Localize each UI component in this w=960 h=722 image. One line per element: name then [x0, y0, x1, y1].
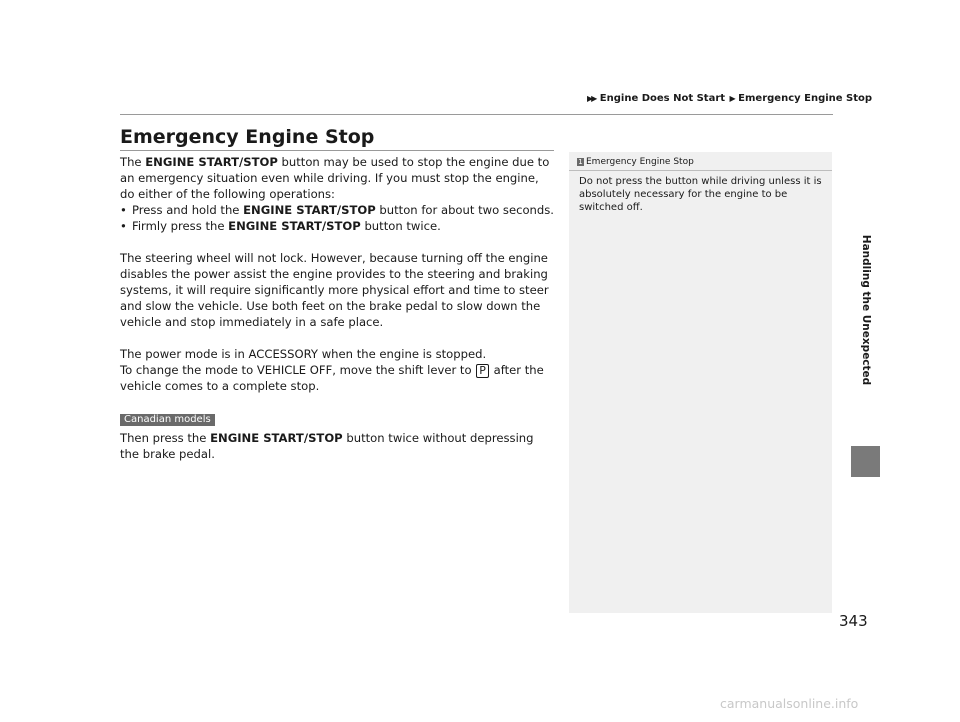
breadcrumb [586, 93, 873, 104]
arrow-icon: ▶ [729, 94, 734, 103]
reference-mark-icon: 1 [578, 158, 583, 166]
sidebar-note [569, 152, 832, 613]
page-title: Emergency Engine Stop [120, 126, 375, 148]
sidebar-divider [569, 170, 832, 171]
breadcrumb-page: Emergency Engine Stop [738, 93, 873, 104]
header-divider [120, 114, 833, 115]
bullet-icon: • [120, 203, 127, 217]
list-item: • Press and hold the ENGINE START/STOP button for about two seconds. [120, 203, 554, 217]
park-position-icon: P [476, 364, 489, 378]
breadcrumb-section[interactable]: Engine Does Not Start [599, 93, 726, 104]
watermark: carmanualsonline.info [720, 696, 859, 711]
list-item: • Firmly press the ENGINE START/STOP button twice. [120, 219, 441, 233]
main-content [120, 154, 556, 462]
then-press-text: Then press the ENGINE START/STOP button twice without depressing the brake pedal. [120, 431, 534, 461]
page-number: 343 [839, 612, 868, 630]
power-mode-text: The power mode is in ACCESSORY when the engine is stopped. [120, 347, 487, 361]
intro-paragraph: The ENGINE START/STOP button may be used to stop the engine due to an emergency situation even while driving. If you must stop the engine, do either of the following operations: [120, 155, 550, 201]
double-arrow-icon: ▶▶ [587, 94, 596, 103]
chapter-label: Handling the Unexpected [860, 234, 872, 386]
change-mode-text: To change the mode to VEHICLE OFF, move the shift lever to P after the vehicle comes to a complete stop. [120, 363, 544, 393]
steering-paragraph: The steering wheel will not lock. However, because turning off the engine disables the power assist the engine provides to the steering and braking systems, it will require significantly more physical effort and time to steer and slow the vehicle. Use both feet on the brake pedal to slow down the vehicle and stop immediately in a safe place. [120, 251, 549, 329]
chapter-tab [851, 446, 880, 477]
sidebar-text: Do not press the button while driving unless it is absolutely necessary for the engine to be switched off. [579, 176, 822, 213]
bullet-icon: • [120, 219, 127, 233]
region-badge: Canadian models [120, 414, 215, 426]
title-divider [120, 150, 554, 151]
sidebar-heading: 1 Emergency Engine Stop [578, 157, 694, 167]
